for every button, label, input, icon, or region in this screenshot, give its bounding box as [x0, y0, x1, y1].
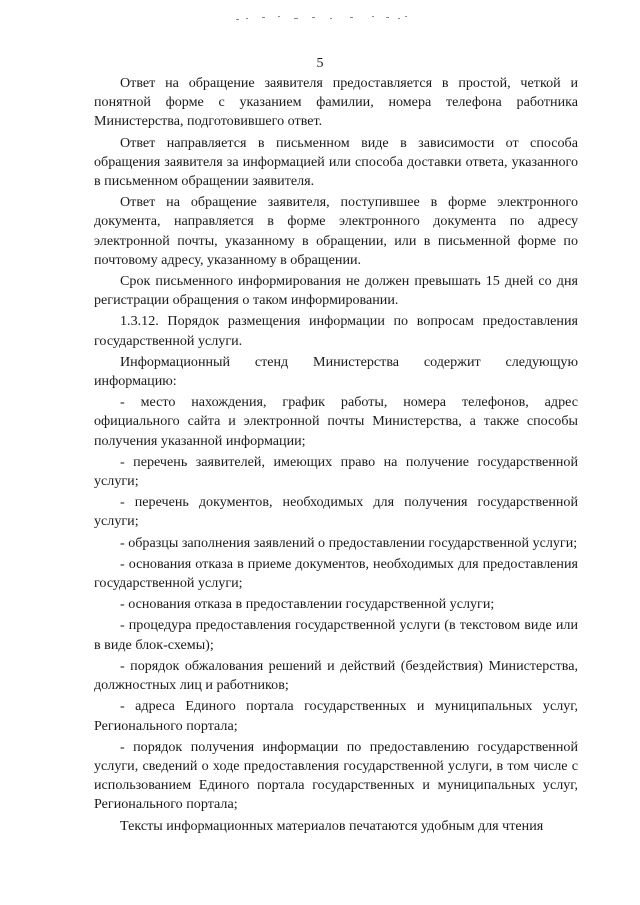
- section-heading: 1.3.12. Порядок размещения информации по вопросам предоставления государственной услуги.: [94, 313, 578, 349]
- list-item: - место нахождения, график работы, номера телефонов, адрес официального сайта и электронной почты Министерства, а также способы получения указанной информации;: [94, 394, 578, 449]
- page-number: 5: [316, 56, 324, 71]
- paragraph: Ответ на обращение заявителя предоставляется в простой, четкой и понятной форме с указанием фамилии, номера телефона работника Министерства, подготовившего ответ.: [94, 75, 578, 130]
- list-item: - перечень документов, необходимых для получения государственной услуги;: [94, 494, 578, 530]
- list-item: - образцы заполнения заявлений о предоставлении государственной услуги;: [120, 534, 578, 551]
- list-item: - порядок обжалования решений и действий (бездействия) Министерства, должностных лиц и работников;: [94, 657, 578, 694]
- list-item: - процедура предоставления государственной услуги (в текстовом виде или в виде блок-схемы);: [94, 617, 578, 653]
- paragraph: Ответ на обращение заявителя, поступившее в форме электронного документа, направляется в форме электронного документа по адресу электронной почты, указанному в обращении, или в письменной форме по почтовому адресу, указанному в обращении.: [94, 194, 578, 268]
- list-item: - основания отказа в предоставлении государственной услуги;: [120, 596, 495, 613]
- list-item: - адреса Единого портала государственных и муниципальных услуг, Регионального портала;: [94, 698, 578, 734]
- list-item: - основания отказа в приеме документов, необходимых для предоставления государственной услуги;: [94, 555, 578, 592]
- body-text: [94, 74, 578, 838]
- paragraph: Тексты информационных материалов печатаются удобным для чтения: [120, 817, 544, 834]
- scan-artifact: [0, 0, 640, 40]
- paragraph: Ответ направляется в письменном виде в зависимости от способа обращения заявителя за информацией или способа доставки ответа, указанного в письменном обращении заявителя.: [94, 134, 578, 190]
- paragraph: Срок письменного информирования не должен превышать 15 дней со дня регистрации обращения о таком информировании.: [94, 273, 578, 309]
- list-item: - порядок получения информации по предоставлению государственной услуги, сведений о ходе предоставления государственной услуги, в том числе с использованием Единого портала государственных и муниципальных услуг, Регионального портала;: [94, 738, 578, 813]
- paragraph: Информационный стенд Министерства содержит следующую информацию:: [94, 353, 578, 390]
- list-item: - перечень заявителей, имеющих право на получение государственной услуги;: [94, 453, 578, 490]
